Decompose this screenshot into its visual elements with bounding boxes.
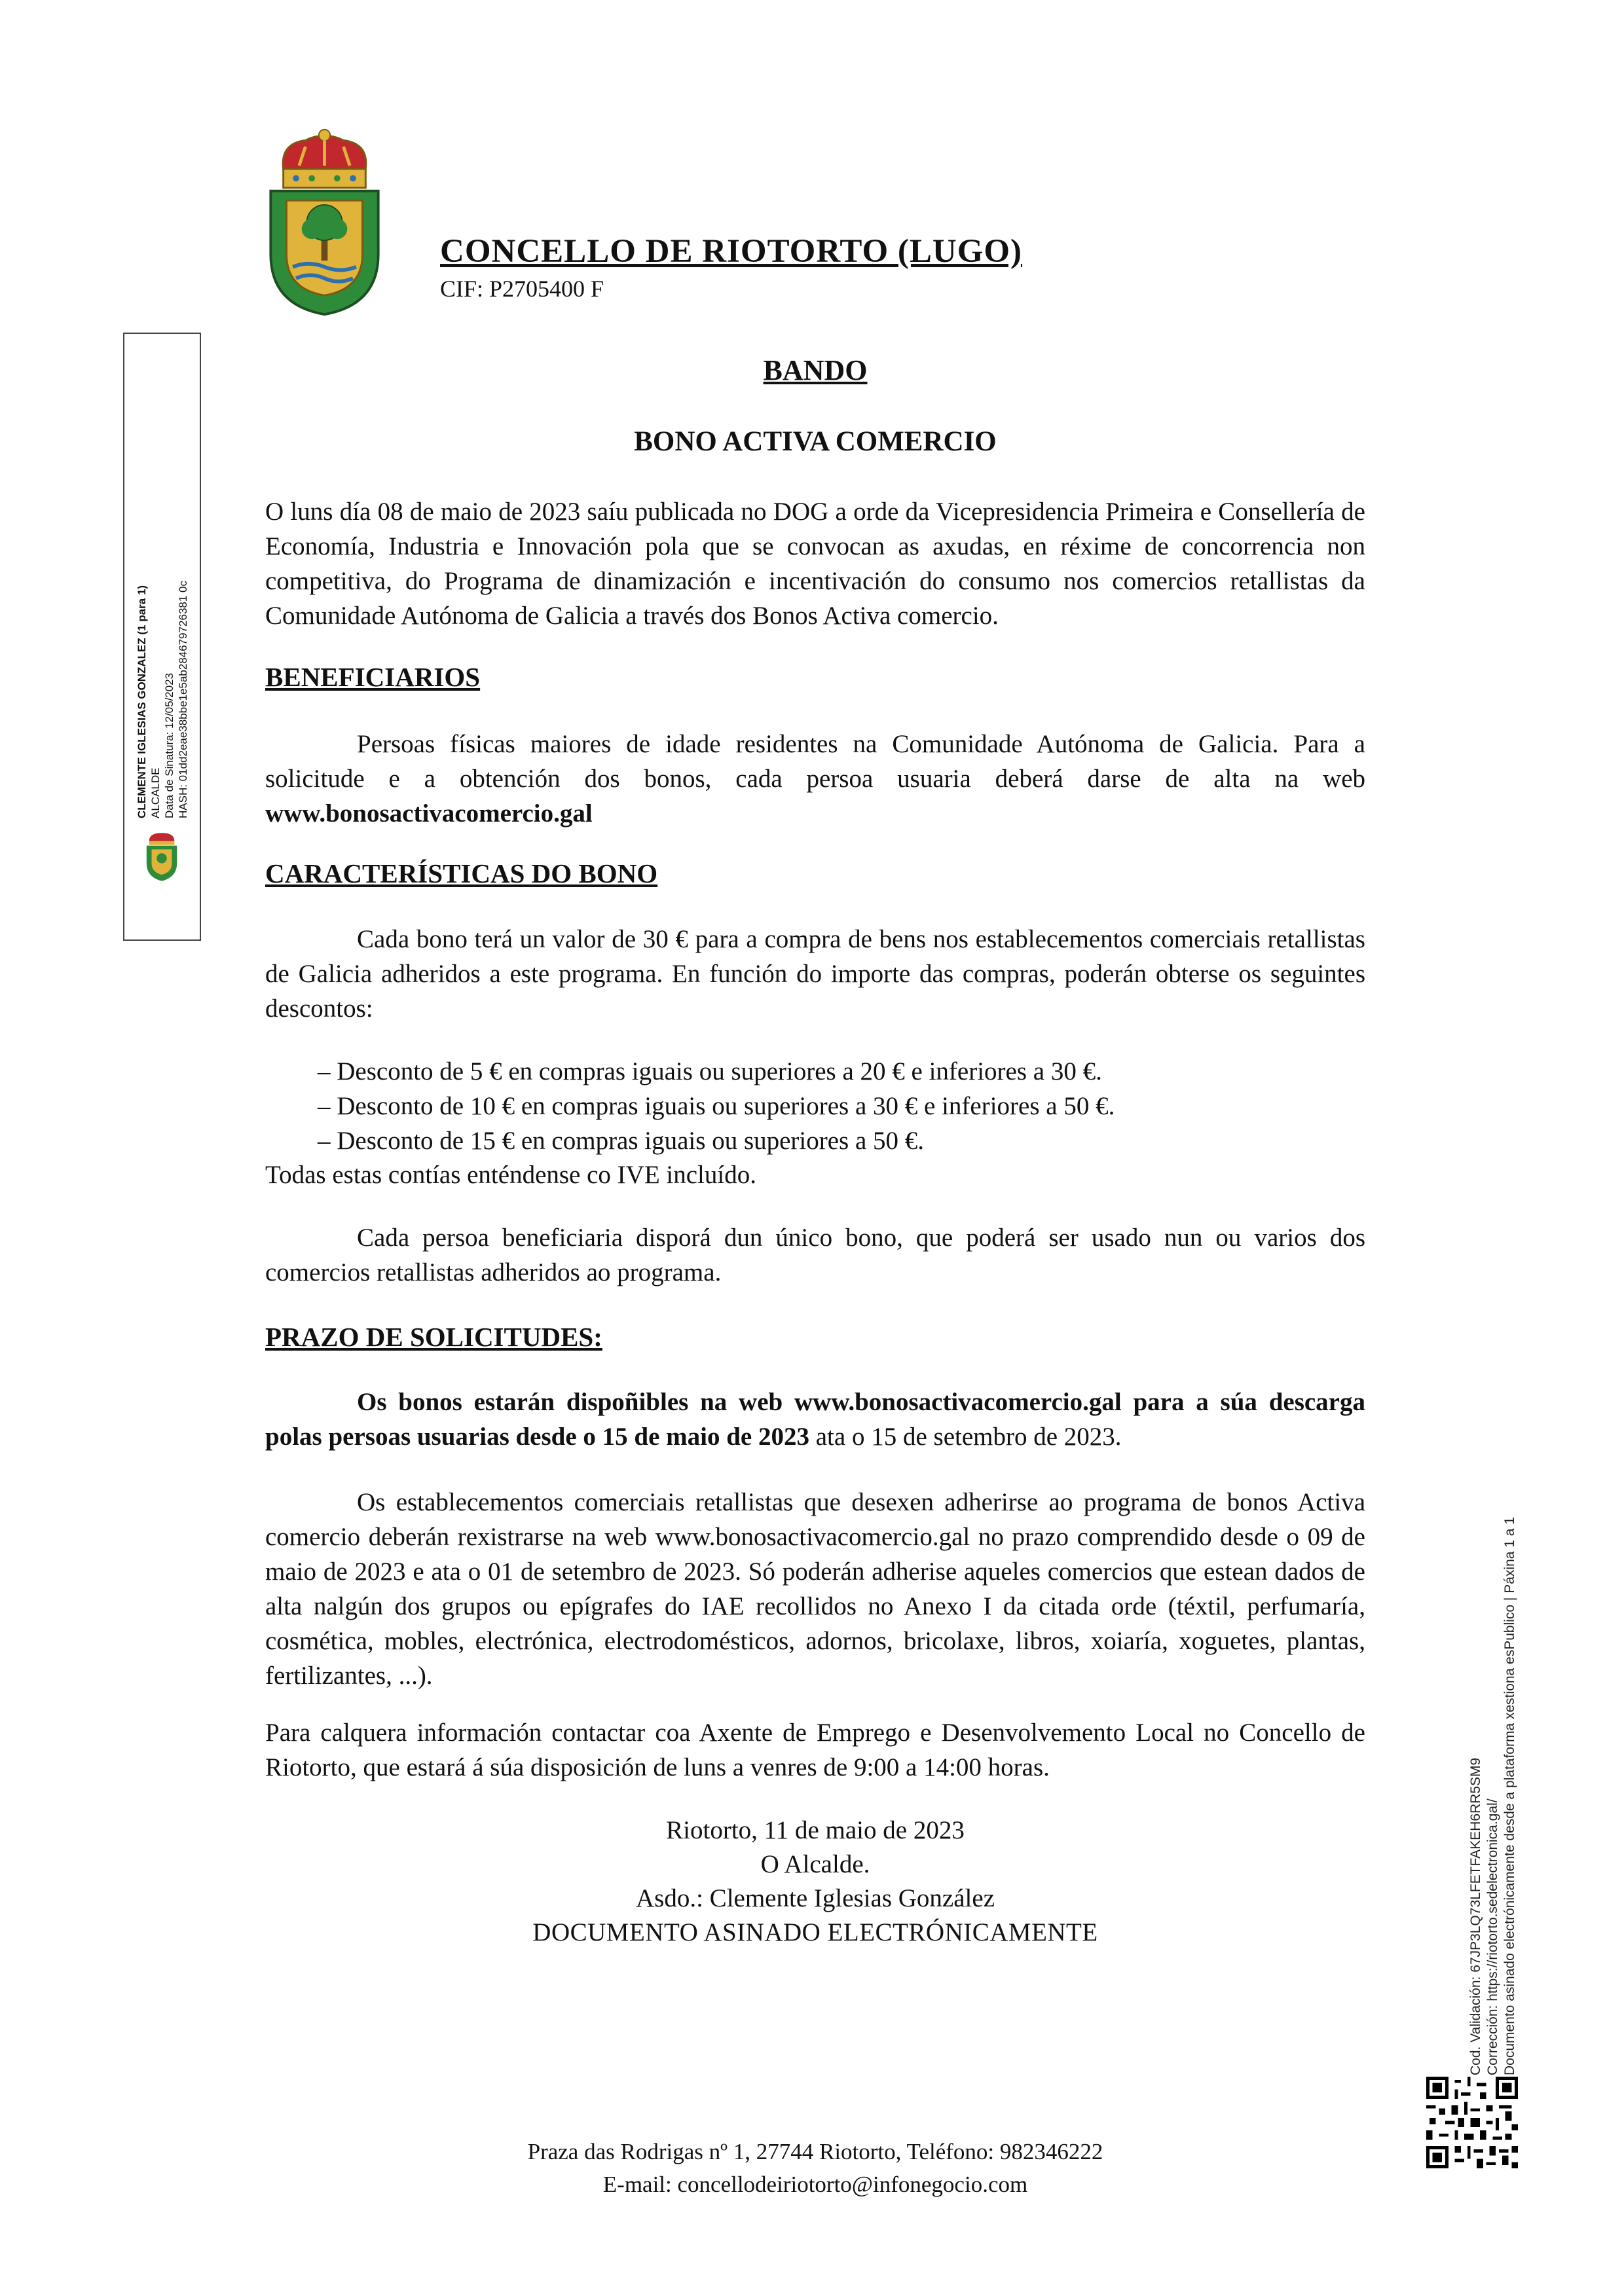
document-type-title: BANDO: [763, 354, 868, 386]
caracteristicas-heading: CARACTERÍSTICAS DO BONO: [265, 858, 658, 888]
iva-note: Todas estas contías enténdense co IVE incluído.: [265, 1161, 756, 1189]
signature-stamp: [123, 333, 201, 941]
beneficiarios-text: Persoas físicas maiores de idade residentes na Comunidade Autónoma de Galicia. Para a solicitude e a obtención dos bonos, cada persoa usuaria deberá darse de alta na web: [265, 730, 1365, 793]
beneficiaria-paragraph: Cada persoa beneficiaria disporá dun único bono, que poderá ser usado nun ou varios dos comercios retallistas adheridos ao programa.: [265, 1224, 1365, 1286]
cif-number: CIF: P2705400 F: [440, 276, 604, 302]
signer-name: Asdo.: Clemente Iglesias González: [636, 1884, 995, 1912]
stamp-crest-icon: [143, 831, 181, 883]
qr-code-icon[interactable]: [1426, 2077, 1518, 2168]
footer-address: Praza das Rodrigas nº 1, 27744 Riotorto, Teléfono: 982346222: [527, 2139, 1103, 2164]
beneficiarios-heading: BENEFICIARIOS: [265, 662, 481, 692]
footer: [265, 2136, 1365, 2201]
prazo-heading: PRAZO DE SOLICITUDES:: [265, 1322, 602, 1352]
validation-code: Cod. Validación: 67JP3LQ73LFETFAKEH6RR5SM9: [1468, 1757, 1483, 2075]
footer-email: E-mail: concellodeiriotorto@infonegocio.com: [602, 2172, 1028, 2197]
establecementos-paragraph: Os establecementos comerciais retallistas que desexen adherirse ao programa de bonos Activa comercio deberán rexistrarse na web www.bonosactivacomercio.gal no prazo comprendido desde o 09 de maio de 2023 e ata o 01 de setembro de 2023. Só poderán adherise aqueles comercios que estean dados de alta nalgún dos grupos ou epígrafes do IAE recollidos no Anexo I da citada orde (téxtil, perfumaría, cosmética, mobles, electrónica, electrodomésticos, adornos, bricolaxe, libros, xoiaría, xoguetes, plantas, fertilizantes, ...).: [265, 1488, 1365, 1690]
stamp-date: Data de Sinatura: 12/05/2023: [162, 672, 175, 818]
beneficiarios-paragraph: [265, 727, 1365, 831]
verification-url: Corrección: https://riotorto.sedelectronica.gal/: [1485, 1798, 1500, 2075]
electronic-signature-note: DOCUMENTO ASINADO ELECTRÓNICAMENTE: [532, 1918, 1098, 1946]
document-subtitle: BONO ACTIVA COMERCIO: [634, 426, 997, 457]
list-item: – Desconto de 5 € en compras iguais ou superiores a 20 € e inferiores a 30 €.: [318, 1057, 1102, 1085]
prazo-bold-text: Os bonos estarán dispoñibles na web www.bonosactivacomercio.gal para a súa descarga polas persoas usuarias desde o 15 de maio de 2023: [265, 1388, 1365, 1451]
signer-role: O Alcalde.: [760, 1850, 870, 1878]
list-item: – Desconto de 10 € en compras iguais ou superiores a 30 € e inferiores a 50 €.: [318, 1092, 1115, 1120]
stamp-role: ALCALDE: [149, 767, 162, 818]
coat-of-arms-icon: [261, 128, 388, 318]
validation-info: [1444, 1421, 1542, 2075]
signature-block: [265, 1813, 1365, 1950]
page-title: CONCELLO DE RIOTORTO (LUGO): [440, 233, 1023, 270]
list-item: – Desconto de 15 € en compras iguais ou superiores a 50 €.: [318, 1127, 925, 1155]
prazo-paragraph: [265, 1385, 1365, 1454]
contact-paragraph: Para calquera información contactar coa Axente de Emprego e Desenvolvemento Local no Concello de Riotorto, que estará á súa disposición de luns a venres de 9:00 a 14:00 horas.: [265, 1719, 1365, 1781]
beneficiarios-web: www.bonosactivacomercio.gal: [265, 799, 593, 828]
stamp-signer: CLEMENTE IGLESIAS GONZALEZ (1 para 1): [135, 585, 148, 818]
intro-paragraph: O luns día 08 de maio de 2023 saíu publicada no DOG a orde da Vicepresidencia Primeira e Consellería de Economía, Industria e Innovación pola que se convocan as axudas, en réxime de concorrencia non competitiva, do Programa de dinamización e incentivación do consumo nos comercios retallistas da Comunidade Autónoma de Galicia a través dos Bonos Activa comercio.: [265, 498, 1365, 630]
descontos-list: [318, 1054, 1115, 1158]
platform-note: Documento asinado electrónicamente desde a plataforma xestiona esPublico | Páxina 1 a 1: [1502, 1517, 1517, 2075]
stamp-hash: HASH: 01dd2eae38bbe1e5ab284679726381 0c: [176, 581, 189, 818]
caracteristicas-paragraph: Cada bono terá un valor de 30 € para a compra de bens nos establecementos comerciais retallistas de Galicia adheridos a este programa. En función do importe das compras, poderán obterse os seguintes descontos:: [265, 925, 1365, 1023]
place-date: Riotorto, 11 de maio de 2023: [666, 1816, 965, 1844]
prazo-rest-text: ata o 15 de setembro de 2023.: [809, 1423, 1122, 1451]
